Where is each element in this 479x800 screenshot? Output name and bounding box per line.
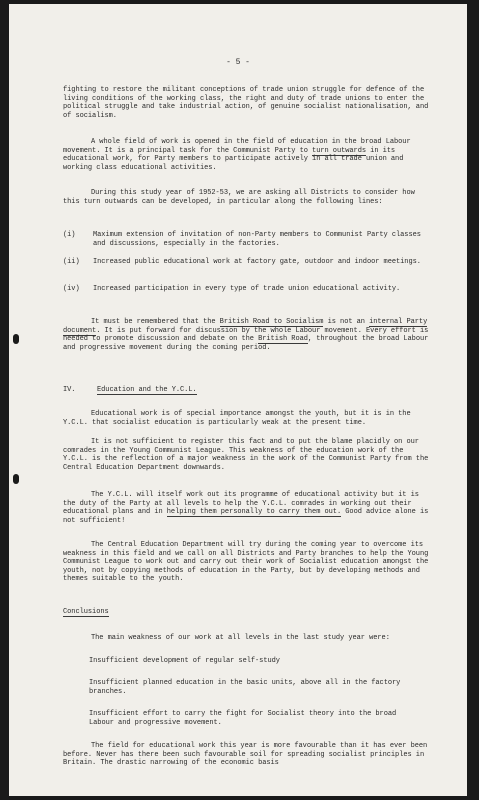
list-item: (ii) Increased public educational work at factory gate, outdoor and indoor meetings.	[63, 258, 421, 266]
paragraph-study-year: During this study year of 1952-53, we are asking all Districts to consider how this turn outwards can be developed, in particular along the following lines:	[63, 189, 415, 206]
list-item: (iv) Increased participation in every type of trade union educational activity.	[63, 285, 401, 293]
paragraph-ycl-programme: The Y.C.L. will itself work out its programme of educational activity but it is the duty of the Party at all levels to help the Y.C.L. comrades in working out their educational plans and in helping them personally to carry them out. Good advice alone is not sufficient!	[63, 491, 429, 525]
document-page	[9, 4, 467, 796]
paragraph-ycl-importance: Educational work is of special importance amongst the youth, but it is in the Y.C.L. that socialist education is particularly weak at the present time.	[63, 410, 411, 427]
conclusion-item: Insufficient development of regular self-study	[89, 657, 280, 665]
paragraph-final: The field for educational work this year is more favourable than it has ever been before. Never has there been such favourable soil for spreading socialist principles in Britain. The drastic narrowing of the economic basis	[63, 742, 428, 768]
page-number: - 5 -	[226, 58, 250, 67]
typed-sheet	[9, 4, 467, 796]
paragraph-british-road: It must be remembered that the British Road to Socialism is not an internal Party document. It is put forward for discussion by the whole Labour movement. Every effort is needed to promote discussion and debate on the British Road, throughout the broad Labour and progressive movement during the coming period.	[63, 318, 429, 352]
list-item: (i) Maximum extension of invitation of non-Party members to Communist Party classes and discussions, especially in the factories.	[63, 231, 421, 248]
paragraph-conclusions-intro: The main weakness of our work at all levels in the last study year were:	[91, 634, 390, 642]
section-title: Education and the Y.C.L.	[97, 386, 197, 394]
paragraph-field-of-work: A whole field of work is opened in the field of education in the broad Labour movement. It is a principal task for the Communist Party to turn outwards in its educational work, for Party members to participate actively in all trade union and working class educational activities.	[63, 138, 411, 172]
paragraph-ycl-weakness: It is not sufficient to register this fact and to put the blame placidly on our comrades in the Young Communist League. This weakness of the education work of the Y.C.L. is the reflection of a major weakness in the work of the Communist Party from the Central Education Department downwards.	[63, 438, 429, 472]
conclusion-item: Insufficient effort to carry the fight for Socialist theory into the broad Labour and progressive movement.	[89, 710, 397, 727]
underlined-turn-outwards: turn outwards	[312, 146, 367, 155]
section-number: IV.	[63, 386, 76, 394]
paragraph-intro: fighting to restore the militant conceptions of trade union struggle for defence of the living conditions of the working class, the right and duty of trade unions to enter the political struggle and take industrial action, of genuine socialist nationalisation, and of socialism.	[63, 86, 429, 120]
paragraph-central-dept: The Central Education Department will try during the coming year to overcome its weakness in this field and we call on all Districts and Party branches to help the Young Communist League to work out and carry out their work of Socialist education amongst the youth, not by copying methods of education in the Party, but by developing methods and themes suitable to the youth.	[63, 541, 429, 584]
conclusions-heading: Conclusions	[63, 608, 109, 616]
conclusion-item: Insufficient planned education in the basic units, above all in the factory branches.	[89, 679, 401, 696]
